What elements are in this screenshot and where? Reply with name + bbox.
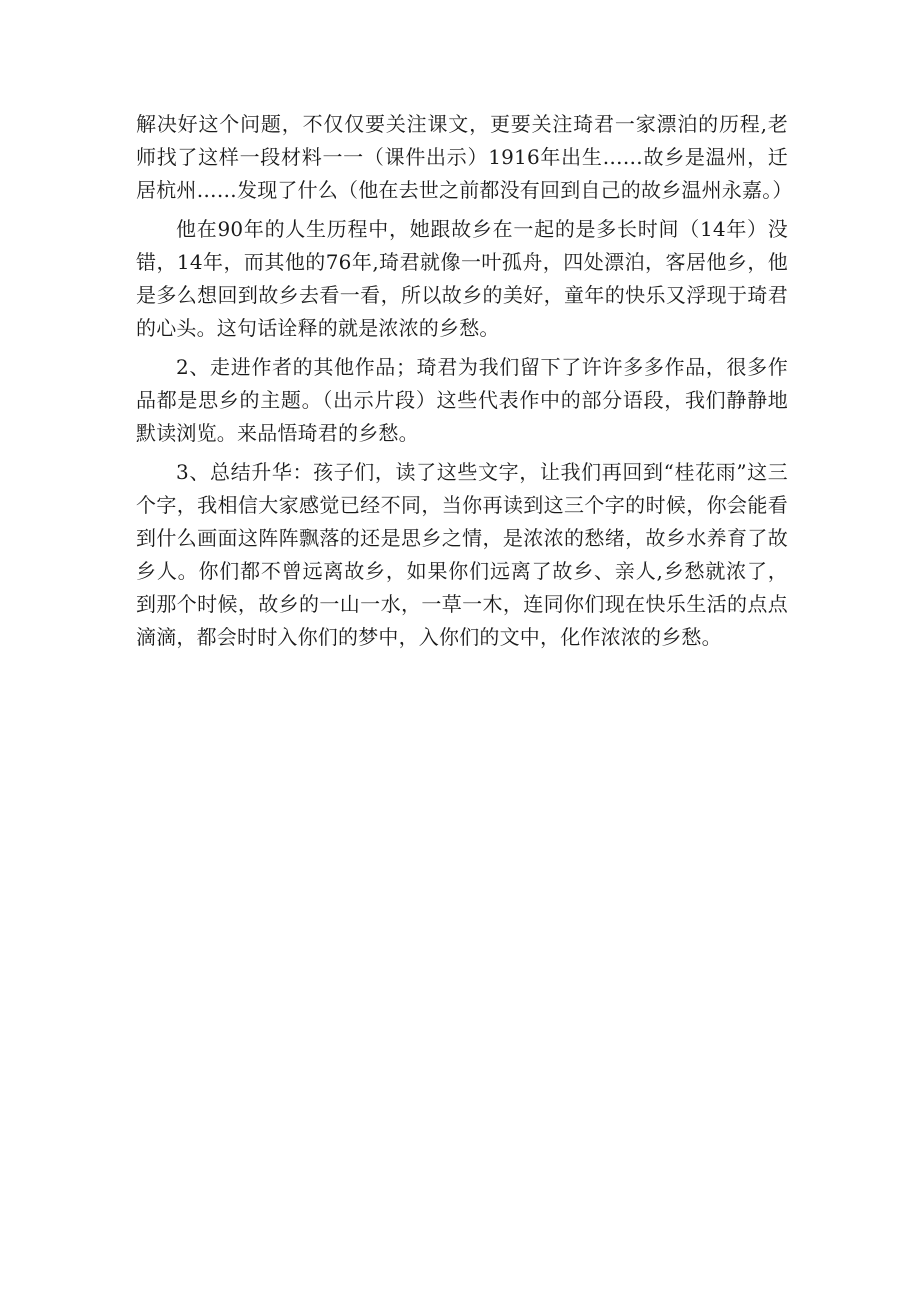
paragraph-2: 他在90年的人生历程中，她跟故乡在一起的是多长时间（14年）没错，14年，而其他的76年,琦君就像一叶孤舟，四处漂泊，客居他乡，他是多么想回到故乡去看一看，所以故乡的美好，童年的快乐又浮现于琦君的心头。这句话诠释的就是浓浓的乡愁。 [136, 217, 788, 340]
paragraph-3: 2、走进作者的其他作品；琦君为我们留下了许许多多作品，很多作品都是思乡的主题。（出示片段）这些代表作中的部分语段，我们静静地默读浏览。来品悟琦君的乡愁。 [136, 355, 788, 445]
paragraph-1: 解决好这个问题，不仅仅要关注课文，更要关注琦君一家漂泊的历程,老师找了这样一段材料一一（课件出示）1916年出生……故乡是温州，迁居杭州……发现了什么（他在去世之前都没有回到自己的故乡温州永嘉。） [136, 112, 793, 202]
document-page [136, 108, 793, 660]
paragraph-4: 3、总结升华：孩子们，读了这些文字，让我们再回到“桂花雨”这三个字，我相信大家感觉已经不同，当你再读到这三个字的时候，你会能看到什么画面这阵阵飘落的还是思乡之情，是浓浓的愁绪，故乡水养育了故乡人。你们都不曾远离故乡，如果你们远离了故乡、亲人,乡愁就浓了，到那个时候，故乡的一山一水，一草一木，连同你们现在快乐生活的点点滴滴，都会时时入你们的梦中，入你们的文中，化作浓浓的乡愁。 [136, 460, 788, 649]
